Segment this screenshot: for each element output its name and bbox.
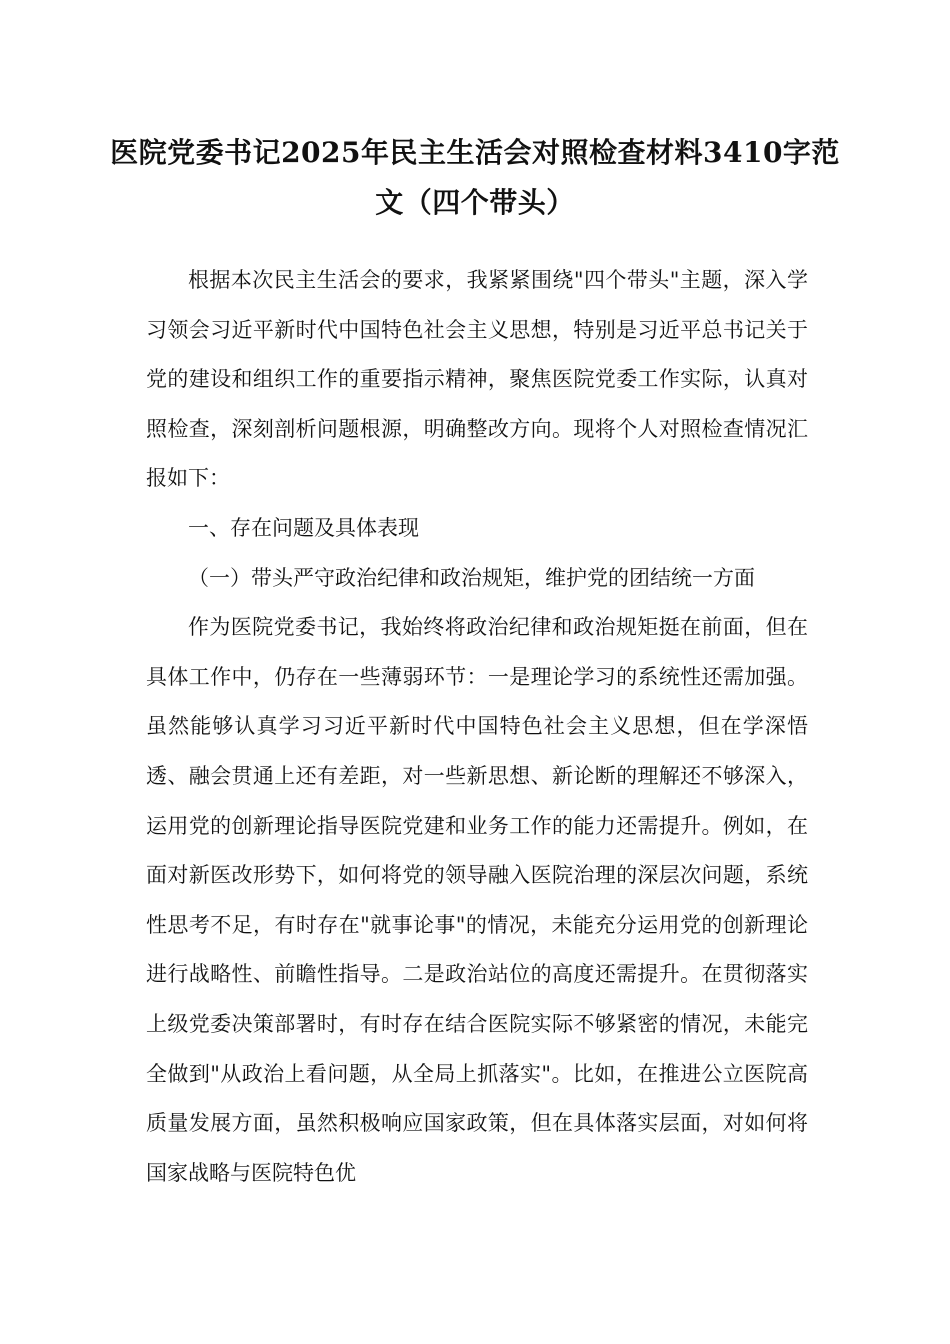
subsection-heading: （一）带头严守政治纪律和政治规矩，维护党的团结统一方面 [188,565,755,590]
document-title: 医院党委书记2025年民主生活会对照检查材料3410字范文（四个带头） [110,136,840,219]
document-body [146,256,808,1198]
section-heading: 一、存在问题及具体表现 [188,515,419,540]
intro-paragraph: 根据本次民主生活会的要求，我紧紧围绕"四个带头"主题，深入学习领会习近平新时代中国特色社会主义思想，特别是习近平总书记关于党的建设和组织工作的重要指示精神，聚焦医院党委工作实际，认真对照检查，深刻剖析问题根源，明确整改方向。现将个人对照检查情况汇报如下： [146,268,808,491]
body-paragraph: 作为医院党委书记，我始终将政治纪律和政治规矩挺在前面，但在具体工作中，仍存在一些薄弱环节：一是理论学习的系统性还需加强。虽然能够认真学习习近平新时代中国特色社会主义思想，但在学深悟透、融会贯通上还有差距，对一些新思想、新论断的理解还不够深入，运用党的创新理论指导医院党建和业务工作的能力还需提升。例如，在面对新医改形势下，如何将党的领导融入医院治理的深层次问题，系统性思考不足，有时存在"就事论事"的情况，未能充分运用党的创新理论进行战略性、前瞻性指导。二是政治站位的高度还需提升。在贯彻落实上级党委决策部署时，有时存在结合医院实际不够紧密的情况，未能完全做到"从政治上看问题，从全局上抓落实"。比如，在推进公立医院高质量发展方面，虽然积极响应国家政策，但在具体落实层面，对如何将国家战略与医院特色优 [146,615,808,1185]
